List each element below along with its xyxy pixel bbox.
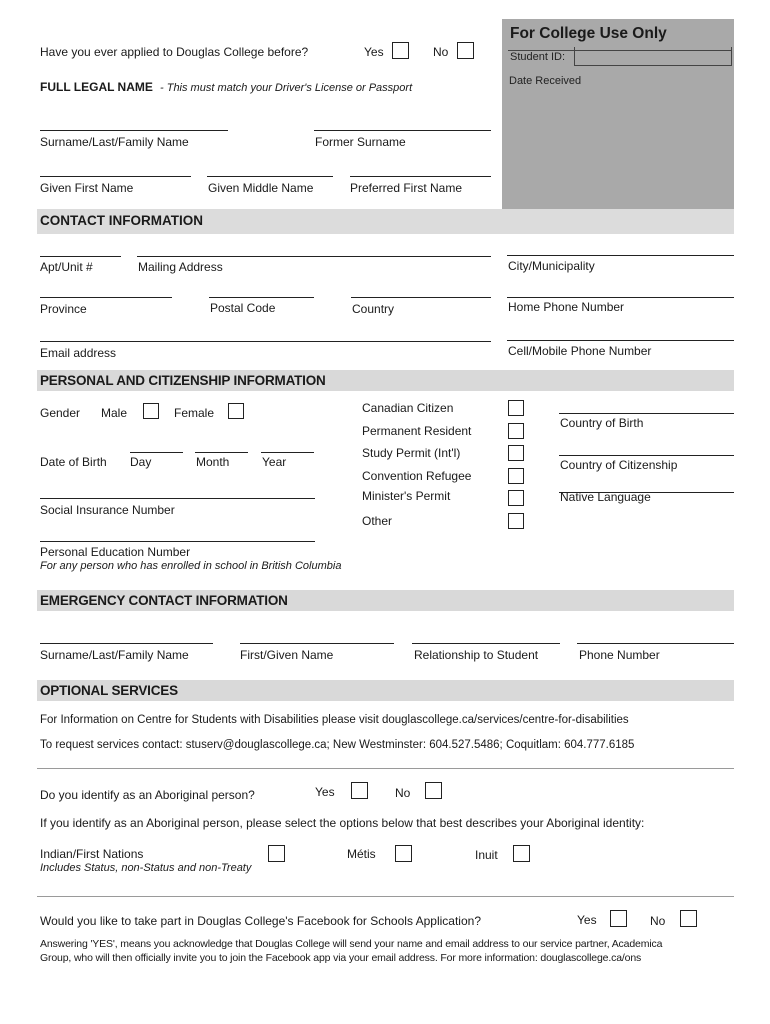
sin-label: Social Insurance Number — [40, 503, 175, 517]
given-middle-label: Given Middle Name — [208, 181, 314, 195]
dob-month-field[interactable] — [195, 452, 248, 453]
personal-section-title: PERSONAL AND CITIZENSHIP INFORMATION — [40, 373, 326, 388]
status-permanent-label: Permanent Resident — [362, 424, 472, 438]
country-birth-label: Country of Birth — [560, 416, 644, 430]
surname-field[interactable] — [40, 130, 228, 131]
emergency-phone-field[interactable] — [577, 643, 734, 644]
status-canadian-checkbox[interactable] — [508, 400, 524, 416]
inuit-checkbox[interactable] — [513, 845, 530, 862]
given-middle-field[interactable] — [207, 176, 333, 177]
optional-section-title: OPTIONAL SERVICES — [40, 683, 178, 698]
preferred-first-label: Preferred First Name — [350, 181, 463, 195]
divider — [37, 896, 734, 897]
female-label: Female — [174, 406, 215, 420]
surname-label: Surname/Last/Family Name — [40, 135, 189, 149]
facebook-question: Would you like to take part in Douglas College's Facebook for Schools Application? — [40, 914, 481, 928]
emergency-surname-field[interactable] — [40, 643, 213, 644]
optional-section-bar — [37, 680, 734, 701]
contact-section-title: CONTACT INFORMATION — [40, 213, 203, 228]
date-received-label: Date Received — [509, 75, 582, 87]
male-label: Male — [101, 406, 128, 420]
student-id-label: Student ID: — [510, 51, 566, 63]
metis-checkbox[interactable] — [395, 845, 412, 862]
facebook-note-line2: Group, who will then officially invite you to join the Facebook app via your email address. For more information: douglascollege.ca/ons — [40, 952, 642, 964]
aboriginal-no-checkbox[interactable] — [425, 782, 442, 799]
given-first-label: Given First Name — [40, 181, 134, 195]
former-surname-label: Former Surname — [315, 135, 406, 149]
legal-name-label: FULL LEGAL NAME — [40, 80, 153, 94]
native-language-label: Native Language — [560, 490, 651, 504]
applied-no-label: No — [433, 45, 449, 59]
country-citizenship-field[interactable] — [559, 455, 734, 456]
country-citizenship-label: Country of Citizenship — [560, 458, 678, 472]
aboriginal-yes-label: Yes — [315, 785, 335, 799]
aboriginal-yes-checkbox[interactable] — [351, 782, 368, 799]
college-use-title: For College Use Only — [510, 25, 667, 42]
status-other-checkbox[interactable] — [508, 513, 524, 529]
apt-field[interactable] — [40, 256, 121, 257]
home-phone-label: Home Phone Number — [508, 300, 625, 314]
gender-label: Gender — [40, 406, 81, 420]
first-nations-label: Indian/First Nations — [40, 847, 144, 861]
city-label: City/Municipality — [508, 259, 595, 273]
status-permanent-checkbox[interactable] — [508, 423, 524, 439]
emergency-section-bar — [37, 590, 734, 611]
mailing-address-field[interactable] — [137, 256, 491, 257]
applied-yes-checkbox[interactable] — [392, 42, 409, 59]
pen-field[interactable] — [40, 541, 315, 542]
facebook-note-line1: Answering 'YES', means you acknowledge that Douglas College will send your name and email address to our service partner, Academica — [40, 938, 663, 950]
status-refugee-checkbox[interactable] — [508, 468, 524, 484]
status-study-label: Study Permit (Int'l) — [362, 446, 461, 460]
applied-no-checkbox[interactable] — [457, 42, 474, 59]
emergency-surname-label: Surname/Last/Family Name — [40, 648, 189, 662]
given-first-field[interactable] — [40, 176, 191, 177]
first-nations-checkbox[interactable] — [268, 845, 285, 862]
emergency-relationship-label: Relationship to Student — [414, 648, 539, 662]
applied-yes-label: Yes — [364, 45, 384, 59]
preferred-first-field[interactable] — [350, 176, 491, 177]
status-canadian-label: Canadian Citizen — [362, 401, 454, 415]
postal-code-label: Postal Code — [210, 301, 276, 315]
dob-year-field[interactable] — [261, 452, 314, 453]
aboriginal-select-instruction: If you identify as an Aboriginal person, please select the options below that best describes your Aboriginal identity: — [40, 816, 645, 830]
email-field[interactable] — [40, 341, 491, 342]
status-refugee-label: Convention Refugee — [362, 469, 472, 483]
postal-code-field[interactable] — [209, 297, 314, 298]
emergency-relationship-field[interactable] — [412, 643, 560, 644]
facebook-yes-label: Yes — [577, 913, 597, 927]
aboriginal-question: Do you identify as an Aboriginal person? — [40, 788, 255, 802]
former-surname-field[interactable] — [314, 130, 491, 131]
facebook-yes-checkbox[interactable] — [610, 910, 627, 927]
personal-section-bar — [37, 370, 734, 391]
status-minister-label: Minister's Permit — [362, 489, 451, 503]
pen-note: For any person who has enrolled in school in British Columbia — [40, 560, 342, 572]
country-birth-field[interactable] — [559, 413, 734, 414]
apt-label: Apt/Unit # — [40, 260, 93, 274]
inuit-label: Inuit — [475, 848, 498, 862]
status-other-label: Other — [362, 514, 393, 528]
emergency-first-field[interactable] — [240, 643, 394, 644]
home-phone-field[interactable] — [507, 297, 734, 298]
emergency-section-title: EMERGENCY CONTACT INFORMATION — [40, 593, 288, 608]
province-label: Province — [40, 302, 87, 316]
male-checkbox[interactable] — [143, 403, 159, 419]
cell-phone-label: Cell/Mobile Phone Number — [508, 344, 652, 358]
dob-month-label: Month — [196, 455, 230, 469]
dob-day-field[interactable] — [130, 452, 183, 453]
emergency-first-label: First/Given Name — [240, 648, 334, 662]
city-field[interactable] — [507, 255, 734, 256]
status-minister-checkbox[interactable] — [508, 490, 524, 506]
dob-label: Date of Birth — [40, 455, 107, 469]
divider — [37, 768, 734, 769]
disabilities-info-text: For Information on Centre for Students with Disabilities please visit douglascollege.ca/services/centre-for-disabilities — [40, 714, 629, 726]
country-field[interactable] — [351, 297, 491, 298]
country-label: Country — [352, 302, 395, 316]
legal-name-note: - This must match your Driver's License or Passport — [160, 82, 413, 94]
facebook-no-checkbox[interactable] — [680, 910, 697, 927]
cell-phone-field[interactable] — [507, 340, 734, 341]
dob-year-label: Year — [262, 455, 287, 469]
province-field[interactable] — [40, 297, 172, 298]
email-label: Email address — [40, 346, 117, 360]
sin-field[interactable] — [40, 498, 315, 499]
applied-before-question: Have you ever applied to Douglas College before? — [40, 45, 309, 59]
services-contact-text: To request services contact: stuserv@douglascollege.ca; New Westminster: 604.527.5486; Coquitlam: 604.777.6185 — [40, 739, 635, 751]
student-id-field — [574, 47, 732, 66]
facebook-no-label: No — [650, 914, 666, 928]
first-nations-note: Includes Status, non-Status and non-Treaty — [40, 862, 252, 874]
emergency-phone-label: Phone Number — [579, 648, 660, 662]
status-study-checkbox[interactable] — [508, 445, 524, 461]
aboriginal-no-label: No — [395, 786, 411, 800]
pen-label: Personal Education Number — [40, 545, 191, 559]
female-checkbox[interactable] — [228, 403, 244, 419]
dob-day-label: Day — [130, 455, 152, 469]
metis-label: Métis — [347, 847, 376, 861]
mailing-address-label: Mailing Address — [138, 260, 223, 274]
